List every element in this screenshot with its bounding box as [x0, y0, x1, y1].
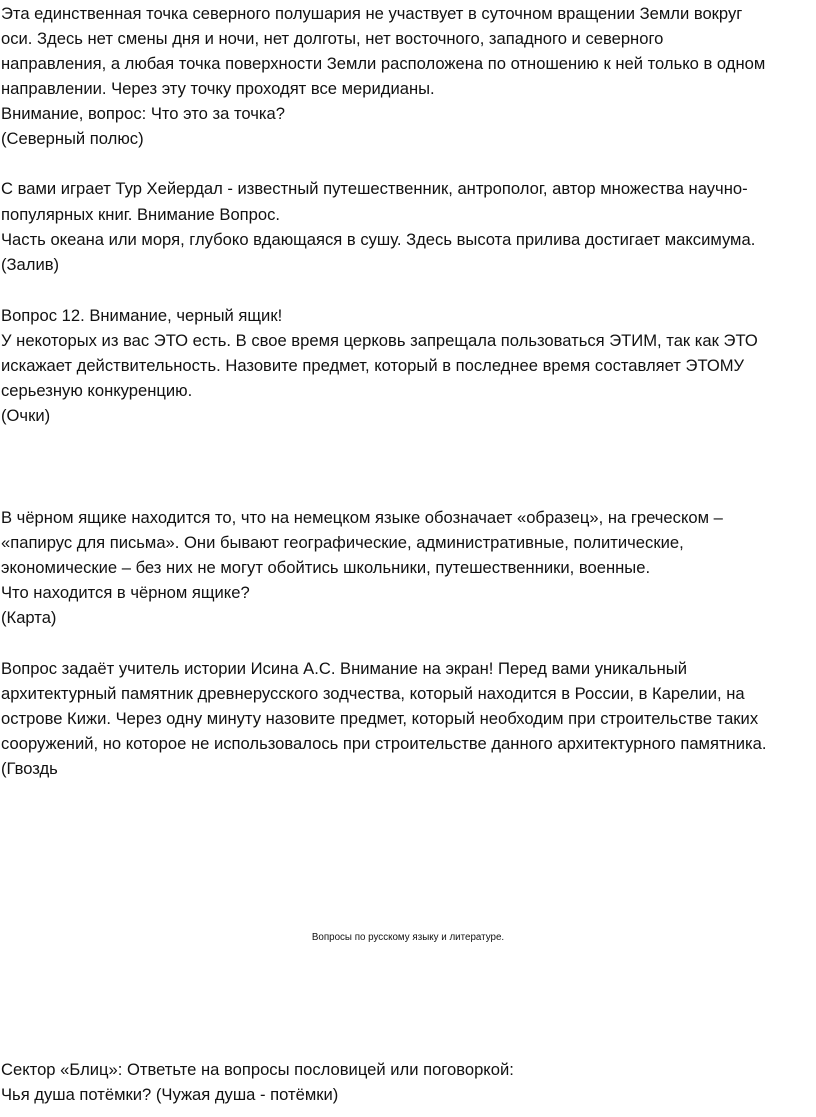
text-line: оси. Здесь нет смены дня и ночи, нет долготы, нет восточного, западного и северного	[1, 29, 664, 48]
text-line: У некоторых из вас ЭТО есть. В свое время церковь запрещала пользоваться ЭТИМ, так как ЭТО	[1, 331, 758, 350]
text-line: архитектурный памятник древнерусского зодчества, который находится в России, в Карелии, на	[1, 684, 745, 703]
text-line: Вопрос 12. Внимание, черный ящик!	[1, 306, 283, 325]
text-line: направления, а любая точка поверхности Земли расположена по отношению к ней только в одном	[1, 54, 766, 73]
text-line: С вами играет Тур Хейердал - известный путешественник, антрополог, автор множества научно-	[1, 179, 748, 198]
text-line: направлении. Через эту точку проходят все меридианы.	[1, 79, 435, 98]
text-line: искажает действительность. Назовите предмет, который в последнее время составляет ЭТОМУ	[1, 356, 745, 375]
text-line: В чёрном ящике находится то, что на немецком языке обозначает «образец», на греческом –	[1, 508, 723, 527]
text-line: экономические – без них не могут обойтись школьники, путешественники, военные.	[1, 558, 651, 577]
text-line: Что находится в чёрном ящике?	[1, 583, 250, 602]
answer-line: (Очки)	[1, 406, 51, 425]
text-line: Вопрос задаёт учитель истории Исина А.С. Внимание на экран! Перед вами уникальный	[1, 659, 687, 678]
text-line: Часть океана или моря, глубоко вдающаяся в сушу. Здесь высота прилива достигает максимума.	[1, 230, 756, 249]
answer-line: (Гвоздь	[1, 759, 58, 778]
text-line: серьезную конкуренцию.	[1, 381, 193, 400]
text-line: «папирус для письма». Они бывают географические, административные, политические,	[1, 533, 684, 552]
text-line: Внимание, вопрос: Что это за точка?	[1, 104, 285, 123]
answer-line: (Карта)	[1, 608, 57, 627]
text-line: Чья душа потёмки? (Чужая душа - потёмки)	[1, 1085, 339, 1104]
text-line: Сектор «Блиц»: Ответьте на вопросы пословицей или поговоркой:	[1, 1060, 514, 1079]
text-line: Эта единственная точка северного полушария не участвует в суточном вращении Земли вокруг	[1, 4, 743, 23]
text-line: сооружений, но которое не использовалось при строительстве данного архитектурного памятника.	[1, 734, 767, 753]
text-line: популярных книг. Внимание Вопрос.	[1, 205, 281, 224]
answer-line: (Залив)	[1, 255, 60, 274]
answer-line: (Северный полюс)	[1, 129, 144, 148]
text-line: острове Кижи. Через одну минуту назовите предмет, который необходим при строительстве таких	[1, 709, 759, 728]
section-heading: Вопросы по русскому языку и литературе.	[311, 932, 505, 943]
